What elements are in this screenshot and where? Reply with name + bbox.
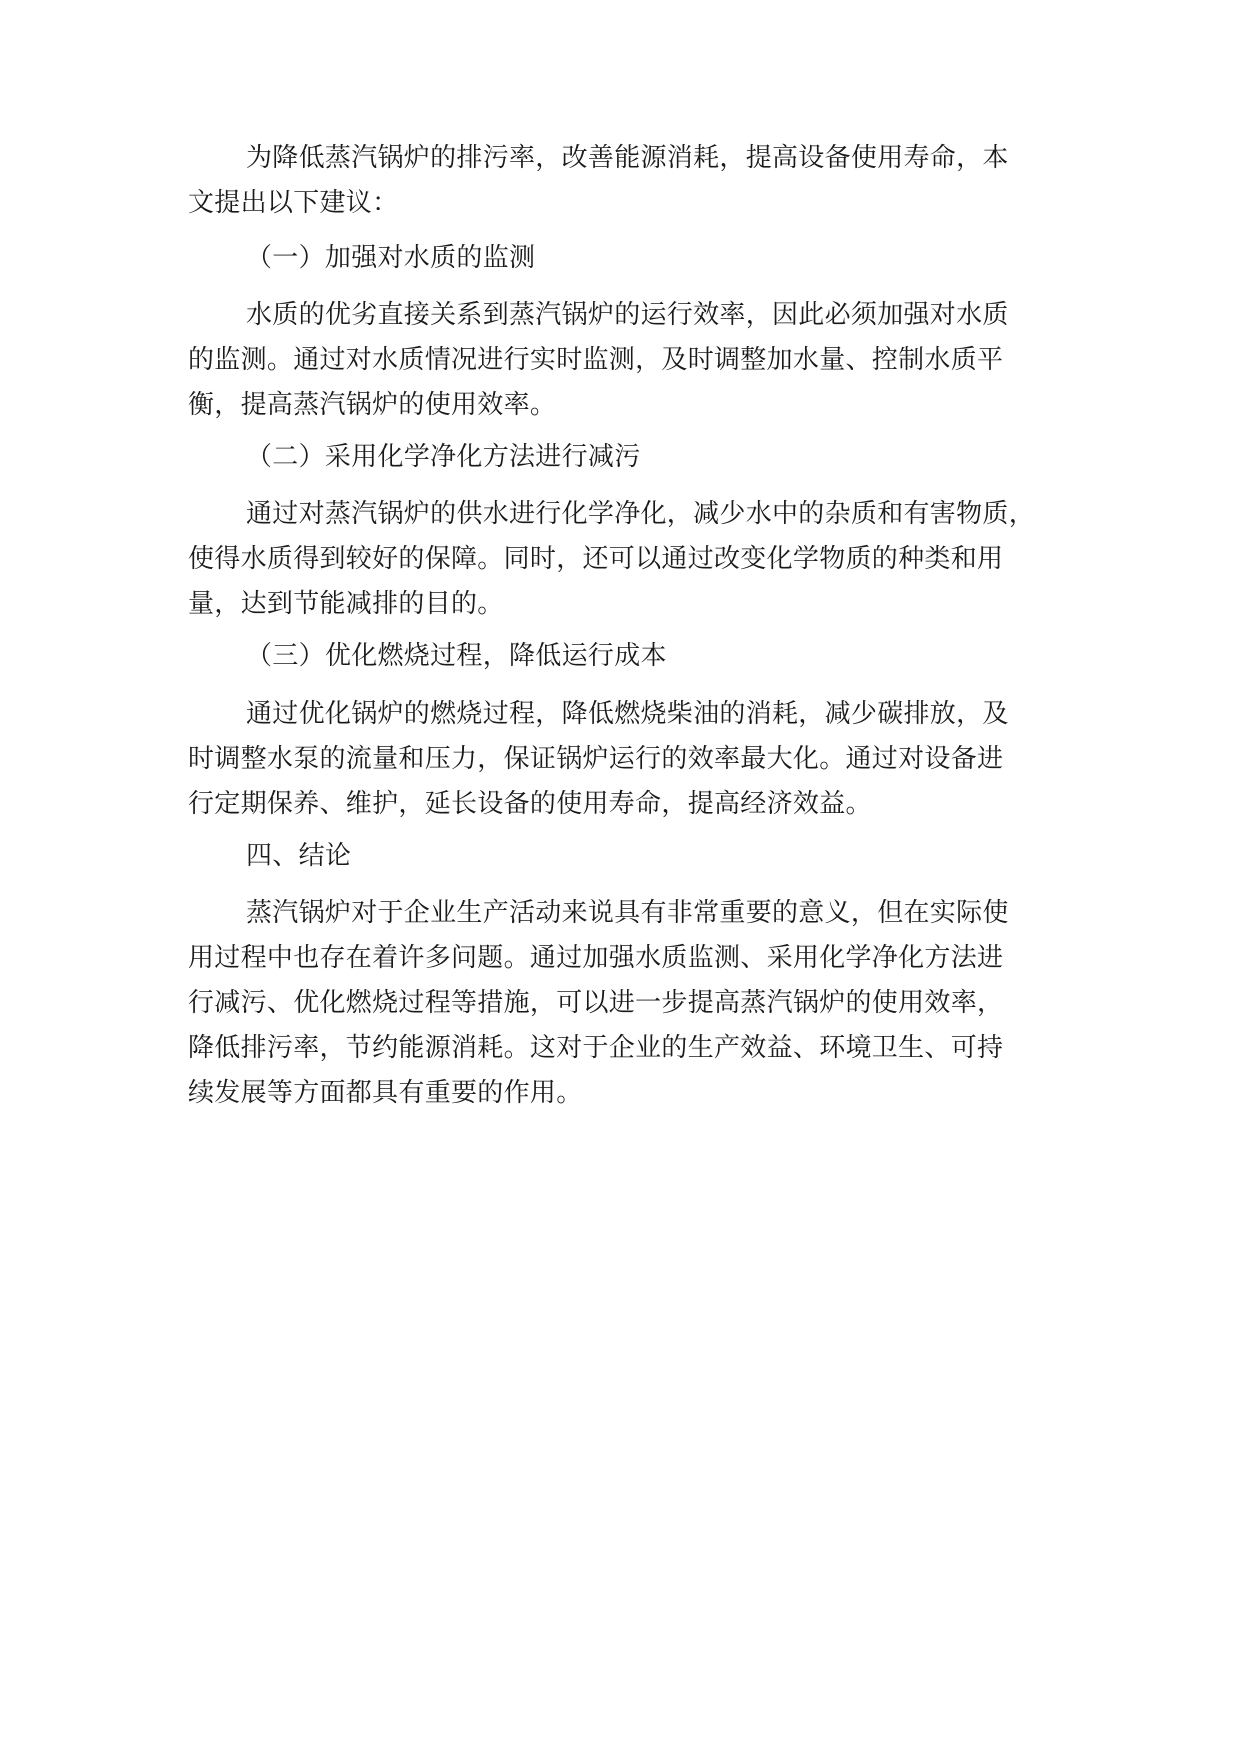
section-2-paragraph [188, 492, 1088, 627]
conclusion-paragraph [188, 891, 1088, 1116]
section-heading-3 [188, 634, 1088, 679]
heading-text: 四、结论 [246, 841, 352, 871]
paragraph-line: 量，达到节能减排的目的。 [188, 589, 504, 619]
paragraph-line: 用过程中也存在着许多问题。通过加强水质监测、采用化学净化方法进 [188, 943, 1004, 973]
paragraph-line: 行减污、优化燃烧过程等措施，可以进一步提高蒸汽锅炉的使用效率， [188, 988, 1004, 1018]
paragraph-line: 通过优化锅炉的燃烧过程，降低燃烧柴油的消耗，减少碳排放，及 [246, 699, 1009, 729]
paragraph-line: 文提出以下建议： [188, 188, 399, 218]
paragraph-line: 的监测。通过对水质情况进行实时监测，及时调整加水量、控制水质平 [188, 345, 1004, 375]
paragraph-line: 为降低蒸汽锅炉的排污率，改善能源消耗，提高设备使用寿命，本 [246, 143, 1009, 173]
section-3-paragraph [188, 692, 1088, 827]
conclusion-heading [188, 834, 1088, 879]
section-heading-1 [188, 236, 1088, 281]
paragraph-line: 蒸汽锅炉对于企业生产活动来说具有非常重要的意义，但在实际使 [246, 898, 1009, 928]
paragraph-line: 通过对蒸汽锅炉的供水进行化学净化，减少水中的杂质和有害物质， [246, 499, 1036, 529]
paragraph-line: 续发展等方面都具有重要的作用。 [188, 1078, 583, 1108]
paragraph-line: 衡，提高蒸汽锅炉的使用效率。 [188, 390, 557, 420]
section-1-paragraph [188, 293, 1088, 428]
heading-text: （三）优化燃烧过程，降低运行成本 [246, 641, 667, 671]
heading-text: （二）采用化学净化方法进行减污 [246, 442, 641, 472]
paragraph-line: 时调整水泵的流量和压力，保证锅炉运行的效率最大化。通过对设备进 [188, 744, 1004, 774]
paragraph-line: 使得水质得到较好的保障。同时，还可以通过改变化学物质的种类和用 [188, 544, 1004, 574]
paragraph-line: 降低排污率，节约能源消耗。这对于企业的生产效益、环境卫生、可持 [188, 1033, 1004, 1063]
paragraph-line: 水质的优劣直接关系到蒸汽锅炉的运行效率，因此必须加强对水质 [246, 300, 1009, 330]
paragraph-line: 行定期保养、维护，延长设备的使用寿命，提高经济效益。 [188, 789, 872, 819]
intro-paragraph [188, 136, 1088, 226]
heading-text: （一）加强对水质的监测 [246, 243, 536, 273]
section-heading-2 [188, 435, 1088, 480]
